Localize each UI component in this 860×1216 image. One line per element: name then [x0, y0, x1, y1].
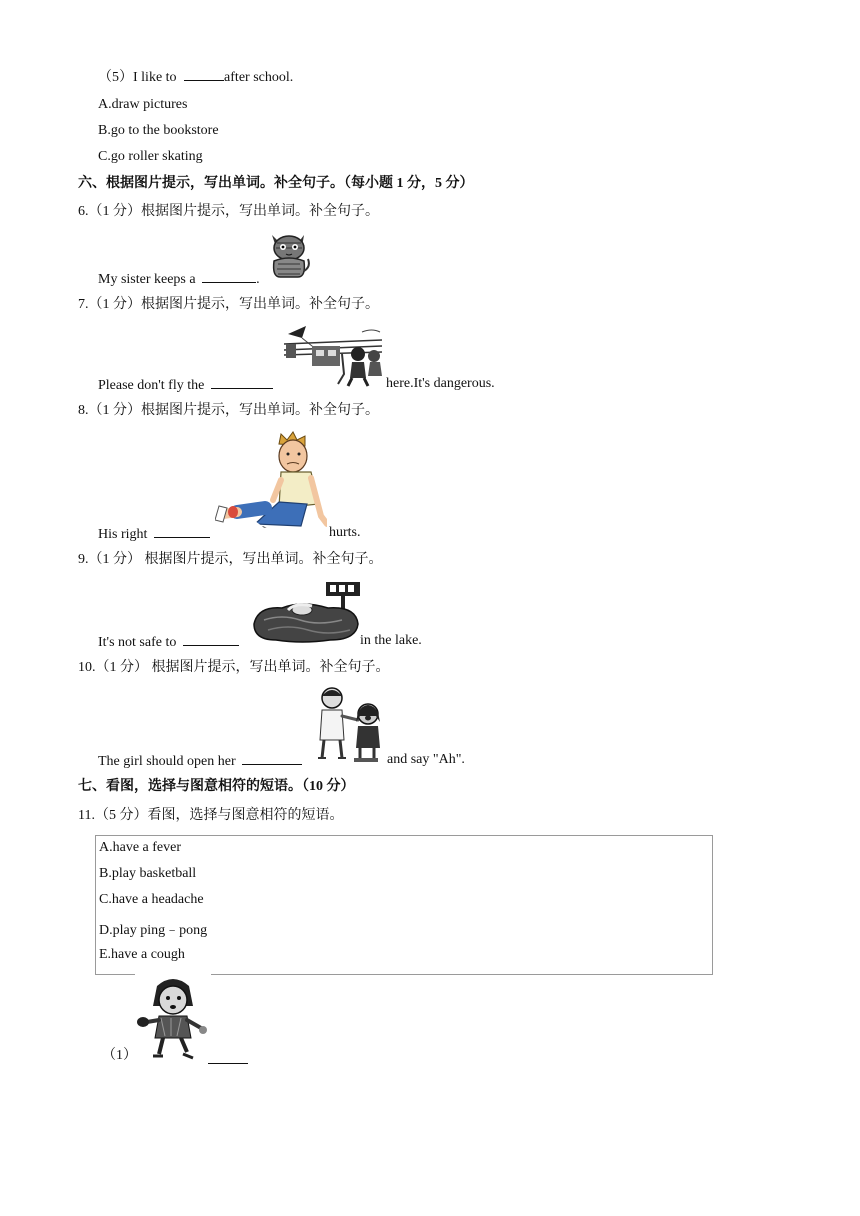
q7-sentence-end: here.It's dangerous.	[386, 376, 495, 391]
q7-sentence-start: Please don't fly the	[98, 375, 273, 395]
q9-sentence-start: It's not safe to	[98, 632, 239, 652]
answer-blank[interactable]	[184, 67, 224, 81]
q10-sentence-start: The girl should open her	[98, 751, 302, 771]
swimming-in-lake-picture	[252, 580, 362, 644]
phrase-option-e: E.have a cough	[99, 947, 185, 962]
kite-near-power-lines-picture	[282, 324, 386, 388]
q5-sentence: （5）I like to after school.	[98, 67, 293, 87]
section6-heading: 六、根据图片提示，写出单词。补全句子。（每小题 1 分，5 分）	[78, 176, 474, 191]
answer-blank[interactable]	[183, 632, 239, 646]
item1-answer-blank[interactable]	[208, 1050, 248, 1064]
answer-blank[interactable]	[211, 375, 273, 389]
q8-stem: 8.（1 分）根据图片提示，写出单词。补全句子。	[78, 403, 379, 418]
q10-sentence-end: and say "Ah".	[387, 752, 465, 767]
q5-option-a[interactable]: A.draw pictures	[98, 97, 188, 112]
q11-stem: 11.（5 分）看图，选择与图意相符的短语。	[78, 808, 344, 823]
boy-hurt-leg-picture	[215, 430, 327, 534]
q7-stem: 7.（1 分）根据图片提示，写出单词。补全句子。	[78, 297, 379, 312]
q6-sentence: My sister keeps a .	[98, 269, 260, 289]
q9-stem: 9.（1 分） 根据图片提示，写出单词。补全句子。	[78, 552, 383, 567]
doctor-and-girl-picture	[314, 686, 384, 764]
phrase-option-c: C.have a headache	[99, 892, 204, 907]
q5-option-c[interactable]: C.go roller skating	[98, 149, 203, 164]
q8-sentence-end: hurts.	[329, 525, 361, 540]
section7-heading: 七、看图，选择与图意相符的短语。（10 分）	[78, 779, 355, 794]
q10-stem: 10.（1 分） 根据图片提示，写出单词。补全句子。	[78, 660, 390, 675]
q6-stem: 6.（1 分）根据图片提示，写出单词。补全句子。	[78, 204, 379, 219]
answer-blank[interactable]	[154, 524, 210, 538]
girl-playing-ping-pong-picture	[135, 972, 211, 1062]
q5-option-b[interactable]: B.go to the bookstore	[98, 123, 219, 138]
item1-label: （1）	[102, 1048, 137, 1063]
phrase-option-d: D.play ping﹣pong	[99, 923, 208, 938]
phrase-option-b: B.play basketball	[99, 866, 197, 881]
q9-sentence-end: in the lake.	[360, 633, 422, 648]
q8-sentence-start: His right	[98, 524, 210, 544]
answer-blank[interactable]	[242, 751, 302, 765]
cat-picture	[266, 231, 312, 279]
answer-blank[interactable]	[202, 269, 256, 283]
phrase-option-a: A.have a fever	[99, 840, 182, 855]
phrase-options-box	[95, 835, 713, 975]
